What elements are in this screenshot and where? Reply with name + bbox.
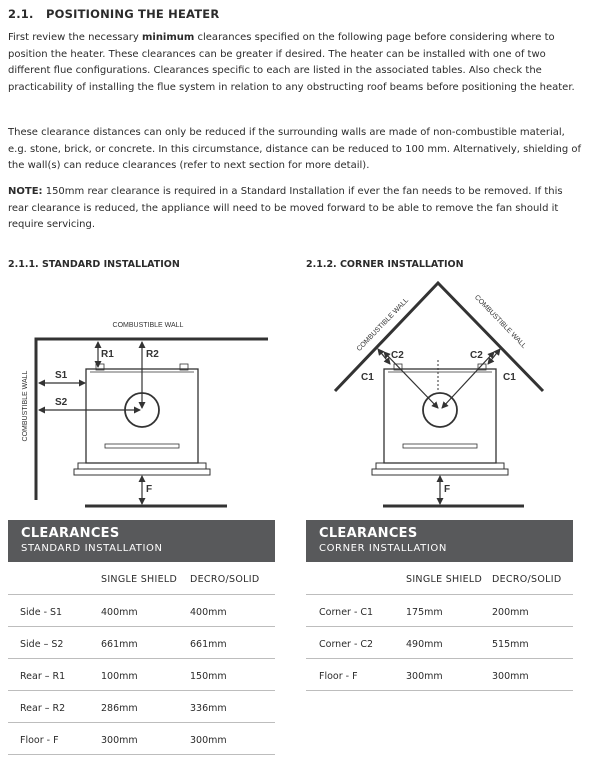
standard-wall-lines <box>36 339 268 500</box>
corner-wall-left-label: COMBUSTIBLE WALL <box>355 297 411 353</box>
row-decro: 336mm <box>190 703 227 714</box>
section-heading <box>8 7 219 21</box>
table-row <box>8 691 275 723</box>
intro-paragraph <box>8 30 582 96</box>
label-c2-left: C2 <box>391 350 404 361</box>
note-paragraph <box>8 184 582 234</box>
label-f-corner: F <box>444 484 451 495</box>
corner-clearances-table <box>306 520 573 691</box>
row-label: Floor - F <box>319 671 358 682</box>
row-single: 400mm <box>101 607 138 618</box>
row-single: 300mm <box>406 671 443 682</box>
row-single: 286mm <box>101 703 138 714</box>
row-decro: 515mm <box>492 639 529 650</box>
label-s1: S1 <box>55 370 68 381</box>
standard-table-title: CLEARANCES <box>21 526 120 541</box>
section-number: 2.1. <box>8 7 34 21</box>
corner-heater-body <box>384 369 496 463</box>
section-title: POSITIONING THE HEATER <box>46 7 220 21</box>
corner-heading: 2.1.2. CORNER INSTALLATION <box>306 259 464 270</box>
label-c1-left: C1 <box>361 372 374 383</box>
corner-wall-right-label: COMBUSTIBLE WALL <box>472 294 528 350</box>
table-row <box>8 723 275 755</box>
row-decro: 661mm <box>190 639 227 650</box>
intro-text-1: First review the necessary <box>8 32 142 43</box>
installation-diagrams <box>0 270 589 518</box>
corner-diagram <box>335 283 543 506</box>
clearance-paragraph: These clearance distances can only be reduced if the surrounding walls are made of non-combustible material, e.g. stone, brick, or concrete. In this circumstance, distance can be reduced to 100 mm. Alternatively, shielding of the wall(s) can reduce clearances (refer to next section for more detail). <box>8 127 581 172</box>
row-decro: 200mm <box>492 607 529 618</box>
corner-table-header <box>306 520 573 562</box>
standard-diagram <box>36 339 268 506</box>
table-row <box>8 627 275 659</box>
corner-table-subtitle: CORNER INSTALLATION <box>319 543 447 554</box>
note-label: NOTE: <box>8 186 43 197</box>
row-label: Side – S2 <box>20 639 64 650</box>
row-single: 300mm <box>101 735 138 746</box>
standard-clearances-table <box>8 520 275 755</box>
note-text: 150mm rear clearance is required in a Standard Installation if ever the fan needs to be removed. If this rear clearance is reduced, the appliance will need to be moved forward to be able to remove the fan should it require servicing. <box>8 186 563 231</box>
row-label: Floor - F <box>20 735 59 746</box>
row-decro: 300mm <box>492 671 529 682</box>
row-single: 175mm <box>406 607 443 618</box>
column-header-decro: DECRO/SOLID <box>190 574 260 585</box>
row-decro: 150mm <box>190 671 227 682</box>
table-row <box>8 595 275 627</box>
label-s2: S2 <box>55 397 68 408</box>
standard-table-subtitle: STANDARD INSTALLATION <box>21 543 163 554</box>
row-label: Corner - C2 <box>319 639 374 650</box>
table-row <box>306 627 573 659</box>
row-label: Side - S1 <box>20 607 63 618</box>
standard-column-headers <box>8 562 275 594</box>
table-row <box>306 595 573 627</box>
label-r2: R2 <box>146 349 159 360</box>
standard-heading: 2.1.1. STANDARD INSTALLATION <box>8 259 180 270</box>
row-label: Corner - C1 <box>319 607 374 618</box>
row-single: 661mm <box>101 639 138 650</box>
row-label: Rear – R2 <box>20 703 66 714</box>
row-decro: 300mm <box>190 735 227 746</box>
intro-text-2: clearances specified on the following page before considering where to position the heater. These clearances can be greater if desired. The heater can be installed with one of two different flue configurations. Clearances specific to each are listed in the associated tables. Also check the practicability of installing the flue system in relation to any obstructing roof beams before positioning the heater. <box>8 32 575 93</box>
table-row <box>306 659 573 691</box>
label-c1-right: C1 <box>503 372 516 383</box>
column-header-decro: DECRO/SOLID <box>492 574 562 585</box>
label-f-standard: F <box>146 484 153 495</box>
row-decro: 400mm <box>190 607 227 618</box>
corner-table-title: CLEARANCES <box>319 526 418 541</box>
row-single: 100mm <box>101 671 138 682</box>
row-single: 490mm <box>406 639 443 650</box>
label-r1: R1 <box>101 349 114 360</box>
row-label: Rear – R1 <box>20 671 66 682</box>
standard-table-header <box>8 520 275 562</box>
intro-bold: minimum <box>141 32 195 43</box>
table-row <box>8 659 275 691</box>
column-header-single: SINGLE SHIELD <box>101 574 178 585</box>
standard-wall-top-label: COMBUSTIBLE WALL <box>112 322 184 329</box>
corner-column-headers <box>306 562 573 594</box>
standard-wall-side-label: COMBUSTIBLE WALL <box>22 370 29 442</box>
column-header-single: SINGLE SHIELD <box>406 574 483 585</box>
label-c2-right: C2 <box>470 350 483 361</box>
